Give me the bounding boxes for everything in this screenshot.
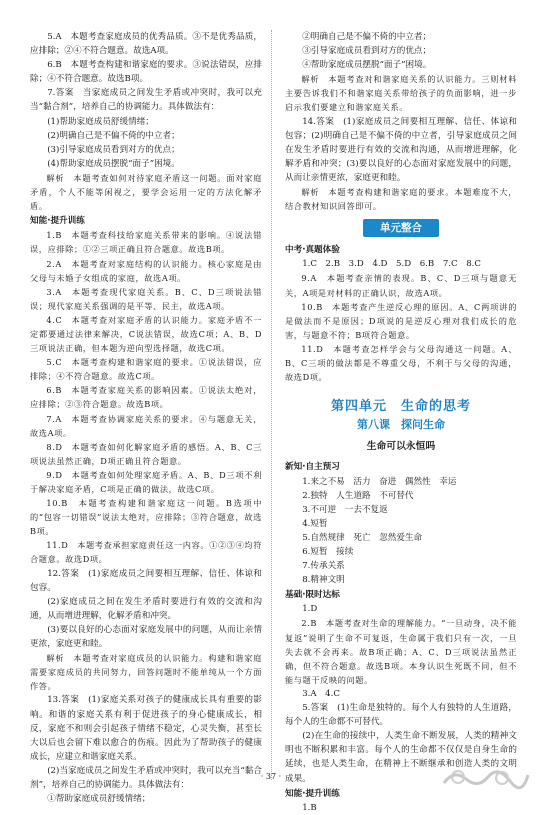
preview-2: 2.独特 人生道路 不可替代 [302, 490, 414, 501]
answer-5: 5.A 本题考查家庭成员的优秀品质。③不是优秀品质，应排除；②④不符合题意。故选A项。 [30, 32, 262, 57]
exam-answer-10: 10.B 本题考查产生逆反心理的原因。A、C两项讲的是做法而不是原因；D项说的是逆反心理对我们成长的危害，与题意不符；B项符合题意。 [285, 301, 517, 340]
analysis-13: 解析 本题考查对和谐家庭关系的认识能力。三则材料主要告诉我们不和谐家庭关系带给孩子的负面影响，进一步启示我们要建立和谐家庭关系。 [285, 74, 517, 113]
section-heading-preview: 新知·自主预习 [285, 462, 340, 473]
analysis-12: 解析 本题考查对家庭成员的认识能力。构建和谐家庭需要家庭成员的共同努力，回答问题时不能单纯从一个方面作答。 [30, 653, 262, 692]
exam-answers-1-8: 1.C 2.B 3.D 4.D 5.D 6.B 7.C 8.C [302, 259, 481, 270]
answer-10: 10.B 本题考查构建和谐家庭这一问题。B选项中的“包容一切错误”说法太绝对，应排除；③符合题意，故选B项。 [30, 498, 262, 537]
answer-13-item-2d: ④帮助家庭成员摆脱“面子”困境。 [302, 60, 432, 71]
section-heading-basic: 基础·限时达标 [285, 590, 340, 601]
left-column [30, 30, 262, 806]
answer-7-item-1: (1)帮助家庭成员舒缓情绪； [47, 116, 154, 127]
preview-8: 8.精神文明 [302, 575, 345, 586]
answer-4: 4.C 本题考查对家庭矛盾的认识能力。家庭矛盾不一定都要通过法律来解决，C说法错误，故选C项；A、B、D三项说法正确，但本题为逆向型选择题，故选C项。 [30, 314, 262, 354]
answer-13-item-2c: ③引导家庭成员看到对方的优点； [302, 46, 432, 57]
basic-5: 5.答案 (1)生命是独特的。每个人有独特的人生道路，每个人的生命都不可替代。 [285, 703, 517, 728]
answer-12: 12.答案 (1)家庭成员之间要相互理解、信任、体谅和包容。 [30, 568, 262, 593]
answer-1: 1.B 本题考查科技给家庭关系带来的影响。④说法错误，应排除；①②三项正确且符合题意。故选B项。 [30, 230, 262, 255]
topic-title: 生命可以永恒吗 [366, 441, 436, 453]
preview-1: 1.来之不易 活力 奋进 偶然性 幸运 [302, 476, 457, 487]
answer-7-item-3: (3)引导家庭成员看到对方的优点； [47, 144, 180, 155]
answer-13-item-2: (2)当家庭成员之间发生矛盾或冲突时，我可以充当“黏合剂”，培养自己的协调能力。具体做法有： [30, 765, 262, 790]
watermark-logo [440, 765, 532, 791]
answer-7: 7.答案 当家庭成员之间发生矛盾或冲突时，我可以充当“黏合剂”，培养自己的协调能力。具体做法有： [30, 88, 262, 113]
answer-11: 11.D 本题考查承担家庭责任这一内容。①②③④均符合题意。故选D项。 [30, 540, 262, 565]
answer-13-item-2b: ②明确自己是不偏不倚的中立者； [302, 32, 432, 42]
preview-5: 5.自然规律 死亡 忽然爱生命 [302, 532, 423, 543]
exam-answer-11: 11.D 本题考查怎样学会与父母沟通这一问题。A、B、C三项的做法都是不尊重父母，不利于与父母的沟通，故选D项。 [285, 343, 517, 383]
unit-summary-banner: 单元整合 [363, 219, 439, 237]
answer-13-item-2a: ①帮助家庭成员舒缓情绪； [47, 794, 151, 805]
answer-12-item-2: (2)家庭成员之间在发生矛盾时要进行有效的交流和沟通，从而增进理解，化解矛盾和冲突。 [30, 596, 262, 621]
section-heading-improve: 知能·提升训练 [30, 216, 85, 227]
preview-7: 7.传承关系 [302, 561, 345, 572]
answer-13: 13.答案 (1)家庭关系对孩子的健康成长具有重要的影响。和谐的家庭关系有利于促进孩子的身心健康成长，相反，家庭不和则会引起孩子情绪不稳定，心灵失衡，甚至长大以后也会留下难以愈合的伤痕。因此为了帮助孩子的健康成长，应建立和谐家庭关系。 [30, 695, 262, 762]
exam-answer-9: 9.A 本题考查亲情的表现。B、C、D三项与题意无关，A项是对材料的正确认识，故选A项。 [285, 273, 517, 298]
basic-1: 1.D [302, 604, 318, 615]
preview-6: 6.短暂 接续 [302, 547, 354, 557]
column-divider [271, 30, 272, 780]
unit-title: 第四单元 生命的思考 [330, 399, 471, 415]
answer-5b: 5.C 本题考查构建和谐家庭的要求。①说法错误，应排除；④不符合题意。故选C项。 [30, 357, 262, 382]
preview-4: 4.短暂 [302, 518, 328, 529]
answer-3: 3.A 本题考查现代家庭关系。B、C、D三项说法错误；现代家庭关系强调的是平等、民主，故选A项。 [30, 286, 262, 311]
answer-6: 6.B 本题考查构建和谐家庭的要求。③说法错误，应排除；④不符合题意。故选B项。 [30, 60, 262, 85]
analysis-14: 解析 本题考查构建和谐家庭的要求。本题难度不大，结合教材知识回答即可。 [285, 187, 517, 212]
lesson-title: 第八课 探问生命 [357, 418, 445, 432]
basic-5-item-2: (2)在生命的接续中，人类生命不断发展，人类的精神文明也不断积累和丰富。每个人的生命都不仅仅是自身生命的延续，也是人类生命，在精神上不断继承和创造人类的文明成果。 [285, 731, 517, 784]
answer-7-item-2: (2)明确自己是不偏不倚的中立者； [47, 130, 180, 141]
improve-1: 1.B [302, 802, 317, 813]
preview-3: 3.不可逆 一去不复返 [302, 504, 388, 515]
answer-7-item-4: (4)帮助家庭成员摆脱“面子”困境。 [47, 158, 180, 169]
answer-2: 2.A 本题考查对家庭结构的认识能力。核心家庭是由父母与未婚子女组成的家庭，故选A项。 [30, 258, 262, 283]
basic-2: 2.B 本题考查对生命的理解能力。“一旦动身，决不能复返”说明了生命不可复返，生命属于我们只有一次，一旦失去就不会再来。故B项正确；A、C、D三项说法虽然正确，但不符合题意。故选B项。本身认识生死既不同，但不能与题干反映的问题。 [285, 618, 517, 685]
page-number: · 37 · [260, 772, 282, 781]
answer-12-item-3: (3)要以良好的心态面对家庭发展中的问题，从而让亲情更浓，家庭更和睦。 [30, 624, 262, 650]
answer-14: 14.答案 (1)家庭成员之间要相互理解、信任、体谅和包容；(2)明确自己是不偏不倚的中立者，引导家庭成员之间在发生矛盾时要进行有效的交流和沟通，从而增进理解，化解矛盾和冲突；(3)要以良好的心态面对家庭发展中的问题，从而让亲情更浓，家庭更和睦。 [285, 116, 517, 183]
section-heading-exam: 中考·真题体验 [285, 245, 340, 256]
basic-3-4: 3.A 4.C [302, 688, 340, 699]
answer-8: 8.D 本题考查如何化解家庭矛盾的感悟。A、B、C三项说法虽然正确，D项正确且符合题意。 [30, 441, 262, 466]
answer-9: 9.D 本题考查如何处理家庭矛盾。A、B、D三项不利于解决家庭矛盾，C项是正确的做法，故选C项。 [30, 469, 262, 494]
answer-6b: 6.B 本题考查家庭关系的影响因素。①说法太绝对，应排除；②③符合题意。故选B项。 [30, 385, 262, 410]
right-column [285, 30, 517, 815]
answer-7b: 7.A 本题考查协调家庭关系的要求。④与题意无关，故选A项。 [30, 413, 262, 438]
section-heading-improve-2: 知能·提升训练 [285, 788, 340, 799]
analysis-7: 解析 本题考查如何对待家庭矛盾这一问题。面对家庭矛盾，个人不能等闲视之，要学会运用一定的方法化解矛盾。 [30, 172, 262, 212]
